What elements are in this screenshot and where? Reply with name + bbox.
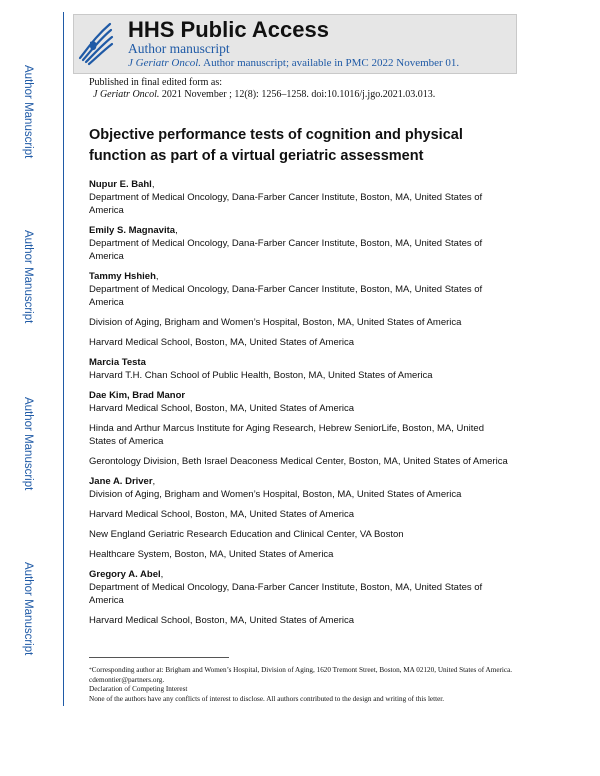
footnote-star: * <box>89 667 92 673</box>
author-entry <box>89 568 509 627</box>
banner-title: HHS Public Access <box>128 17 329 42</box>
author-entry <box>89 389 509 468</box>
sidebar-author-manuscript-label: Author Manuscript <box>22 397 34 491</box>
author-affiliation: Harvard Medical School, Boston, MA, United States of America <box>89 509 355 520</box>
banner-journal: J Geriatr Oncol. <box>128 57 202 69</box>
author-affiliation: Healthcare System, Boston, MA, United States of America <box>89 549 334 560</box>
author-name-line <box>89 389 509 402</box>
competing-interest-label: Declaration of Competing Interest <box>89 685 188 694</box>
footnotes <box>89 666 517 704</box>
sidebar-author-manuscript-label: Author Manuscript <box>22 230 34 324</box>
competing-interest-text: None of the authors have any conflicts of interest to disclose. All authors contributed to the design and writing of this letter. <box>89 694 445 703</box>
author-name-line <box>89 475 509 488</box>
author-name-separator: , <box>151 179 155 190</box>
author-name: Jane A. Driver <box>89 476 153 487</box>
author-affiliation: Department of Medical Oncology, Dana-Farber Cancer Institute, Boston, MA, United States of America <box>89 238 483 262</box>
citation-journal: J Geriatr Oncol. <box>93 89 160 100</box>
footnote-divider <box>89 657 229 658</box>
author-name-line <box>89 270 509 283</box>
sidebar-author-manuscript-label: Author Manuscript <box>22 65 34 159</box>
author-affiliation: Harvard T.H. Chan School of Public Health, Boston, MA, United States of America <box>89 370 433 381</box>
author-name-line <box>89 568 509 581</box>
sidebar-author-manuscript-label: Author Manuscript <box>22 562 34 656</box>
published-label: Published in final edited form as: <box>89 77 223 88</box>
banner-subtitle: Author manuscript <box>128 41 230 56</box>
author-name-separator: , <box>175 225 178 236</box>
author-entry <box>89 270 509 349</box>
author-affiliation: Department of Medical Oncology, Dana-Farber Cancer Institute, Boston, MA, United States of America <box>89 284 483 308</box>
author-list <box>89 178 509 634</box>
banner-availability <box>128 57 459 69</box>
author-name-separator: , <box>155 271 159 282</box>
author-affiliation: New England Geriatric Research Education and Clinical Center, VA Boston <box>89 529 404 540</box>
corresponding-author-note <box>89 666 517 685</box>
author-name: Gregory A. Abel <box>89 569 161 580</box>
author-entry <box>89 178 509 217</box>
sidebar-divider <box>63 12 64 706</box>
citation-text: 2021 November ; 12(8): 1256–1258. doi:10.1016/j.jgo.2021.03.013. <box>159 89 436 100</box>
author-name: Tammy Hshieh <box>89 271 156 282</box>
author-name-separator: , <box>152 476 156 487</box>
author-affiliation: Harvard Medical School, Boston, MA, United States of America <box>89 615 355 626</box>
author-affiliation: Department of Medical Oncology, Dana-Farber Cancer Institute, Boston, MA, United States of America <box>89 582 483 606</box>
author-name-line <box>89 178 509 191</box>
author-affiliation: Hinda and Arthur Marcus Institute for Aging Research, Hebrew SeniorLife, Boston, MA, United States of America <box>89 423 484 447</box>
author-affiliation: Division of Aging, Brigham and Women’s Hospital, Boston, MA, United States of America <box>89 317 462 328</box>
author-entry <box>89 475 509 561</box>
author-affiliation: Gerontology Division, Beth Israel Deaconess Medical Center, Boston, MA, United States of America <box>89 456 508 467</box>
author-entry <box>89 224 509 263</box>
citation <box>93 89 435 100</box>
author-affiliation: Harvard Medical School, Boston, MA, United States of America <box>89 403 355 414</box>
author-name-separator: , <box>160 569 164 580</box>
author-name-line <box>89 224 509 237</box>
author-name: Nupur E. Bahl <box>89 179 152 190</box>
hhs-eagle-logo-icon <box>76 18 114 68</box>
corresponding-author-text: Corresponding author at: Brigham and Women’s Hospital, Division of Aging, 1620 Tremont Street, Boston, MA 02120, United States of America. cdemontier@partners.org. <box>89 666 513 684</box>
banner-availability-text: Author manuscript; available in PMC 2022 November 01. <box>201 57 460 69</box>
author-name: Marcia Testa <box>89 357 146 368</box>
author-affiliation: Division of Aging, Brigham and Women’s Hospital, Boston, MA, United States of America <box>89 489 462 500</box>
author-entry <box>89 356 509 382</box>
author-affiliation: Harvard Medical School, Boston, MA, United States of America <box>89 337 355 348</box>
article-title: Objective performance tests of cognition and physical function as part of a virtual geriatric assessment <box>89 127 463 164</box>
author-name: Dae Kim, Brad Manor <box>89 390 186 401</box>
author-affiliation: Department of Medical Oncology, Dana-Farber Cancer Institute, Boston, MA, United States of America <box>89 192 483 216</box>
author-name-line <box>89 356 509 369</box>
author-name: Emily S. Magnavita <box>89 225 176 236</box>
